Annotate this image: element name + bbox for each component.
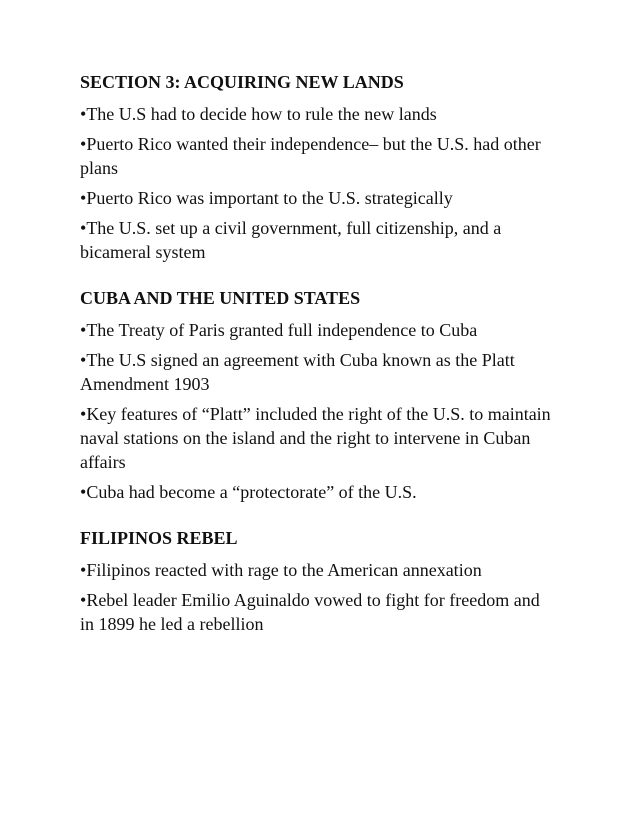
bullet-text: The U.S. set up a civil government, full citizenship, and a bicameral system bbox=[80, 218, 502, 262]
bullet-icon: • bbox=[80, 320, 87, 340]
section-filipinos-rebel bbox=[80, 526, 558, 636]
bullet-icon: • bbox=[80, 218, 87, 238]
bullet-item bbox=[80, 186, 558, 210]
bullet-item bbox=[80, 216, 558, 264]
bullet-item bbox=[80, 132, 558, 180]
bullet-list bbox=[80, 558, 558, 636]
bullet-list bbox=[80, 318, 558, 504]
bullet-text: The U.S signed an agreement with Cuba known as the Platt Amendment 1903 bbox=[80, 350, 515, 394]
bullet-icon: • bbox=[80, 404, 87, 424]
bullet-text: The U.S had to decide how to rule the new lands bbox=[86, 104, 437, 124]
bullet-icon: • bbox=[80, 590, 87, 610]
bullet-list bbox=[80, 102, 558, 264]
bullet-item bbox=[80, 480, 558, 504]
bullet-item bbox=[80, 558, 558, 582]
bullet-item bbox=[80, 102, 558, 126]
bullet-item bbox=[80, 348, 558, 396]
section-title: SECTION 3: ACQUIRING NEW LANDS bbox=[80, 72, 404, 92]
document-body bbox=[80, 70, 558, 658]
bullet-text: Puerto Rico wanted their independence– but the U.S. had other plans bbox=[80, 134, 541, 178]
section-title: FILIPINOS REBEL bbox=[80, 528, 238, 548]
bullet-icon: • bbox=[80, 482, 87, 502]
bullet-text: Puerto Rico was important to the U.S. strategically bbox=[86, 188, 453, 208]
bullet-item bbox=[80, 588, 558, 636]
bullet-icon: • bbox=[80, 188, 87, 208]
bullet-icon: • bbox=[80, 104, 87, 124]
bullet-text: Filipinos reacted with rage to the American annexation bbox=[86, 560, 482, 580]
section-cuba-and-the-united-states bbox=[80, 286, 558, 504]
section-title: CUBA AND THE UNITED STATES bbox=[80, 288, 361, 308]
bullet-text: Key features of “Platt” included the right of the U.S. to maintain naval stations on the island and the right to intervene in Cuban affairs bbox=[80, 404, 551, 472]
bullet-item bbox=[80, 318, 558, 342]
bullet-icon: • bbox=[80, 134, 87, 154]
bullet-text: Cuba had become a “protectorate” of the U.S. bbox=[86, 482, 417, 502]
section-acquiring-new-lands bbox=[80, 70, 558, 264]
bullet-icon: • bbox=[80, 560, 87, 580]
bullet-item bbox=[80, 402, 558, 474]
bullet-text: The Treaty of Paris granted full independence to Cuba bbox=[86, 320, 478, 340]
bullet-icon: • bbox=[80, 350, 87, 370]
bullet-text: Rebel leader Emilio Aguinaldo vowed to fight for freedom and in 1899 he led a rebellion bbox=[80, 590, 540, 634]
